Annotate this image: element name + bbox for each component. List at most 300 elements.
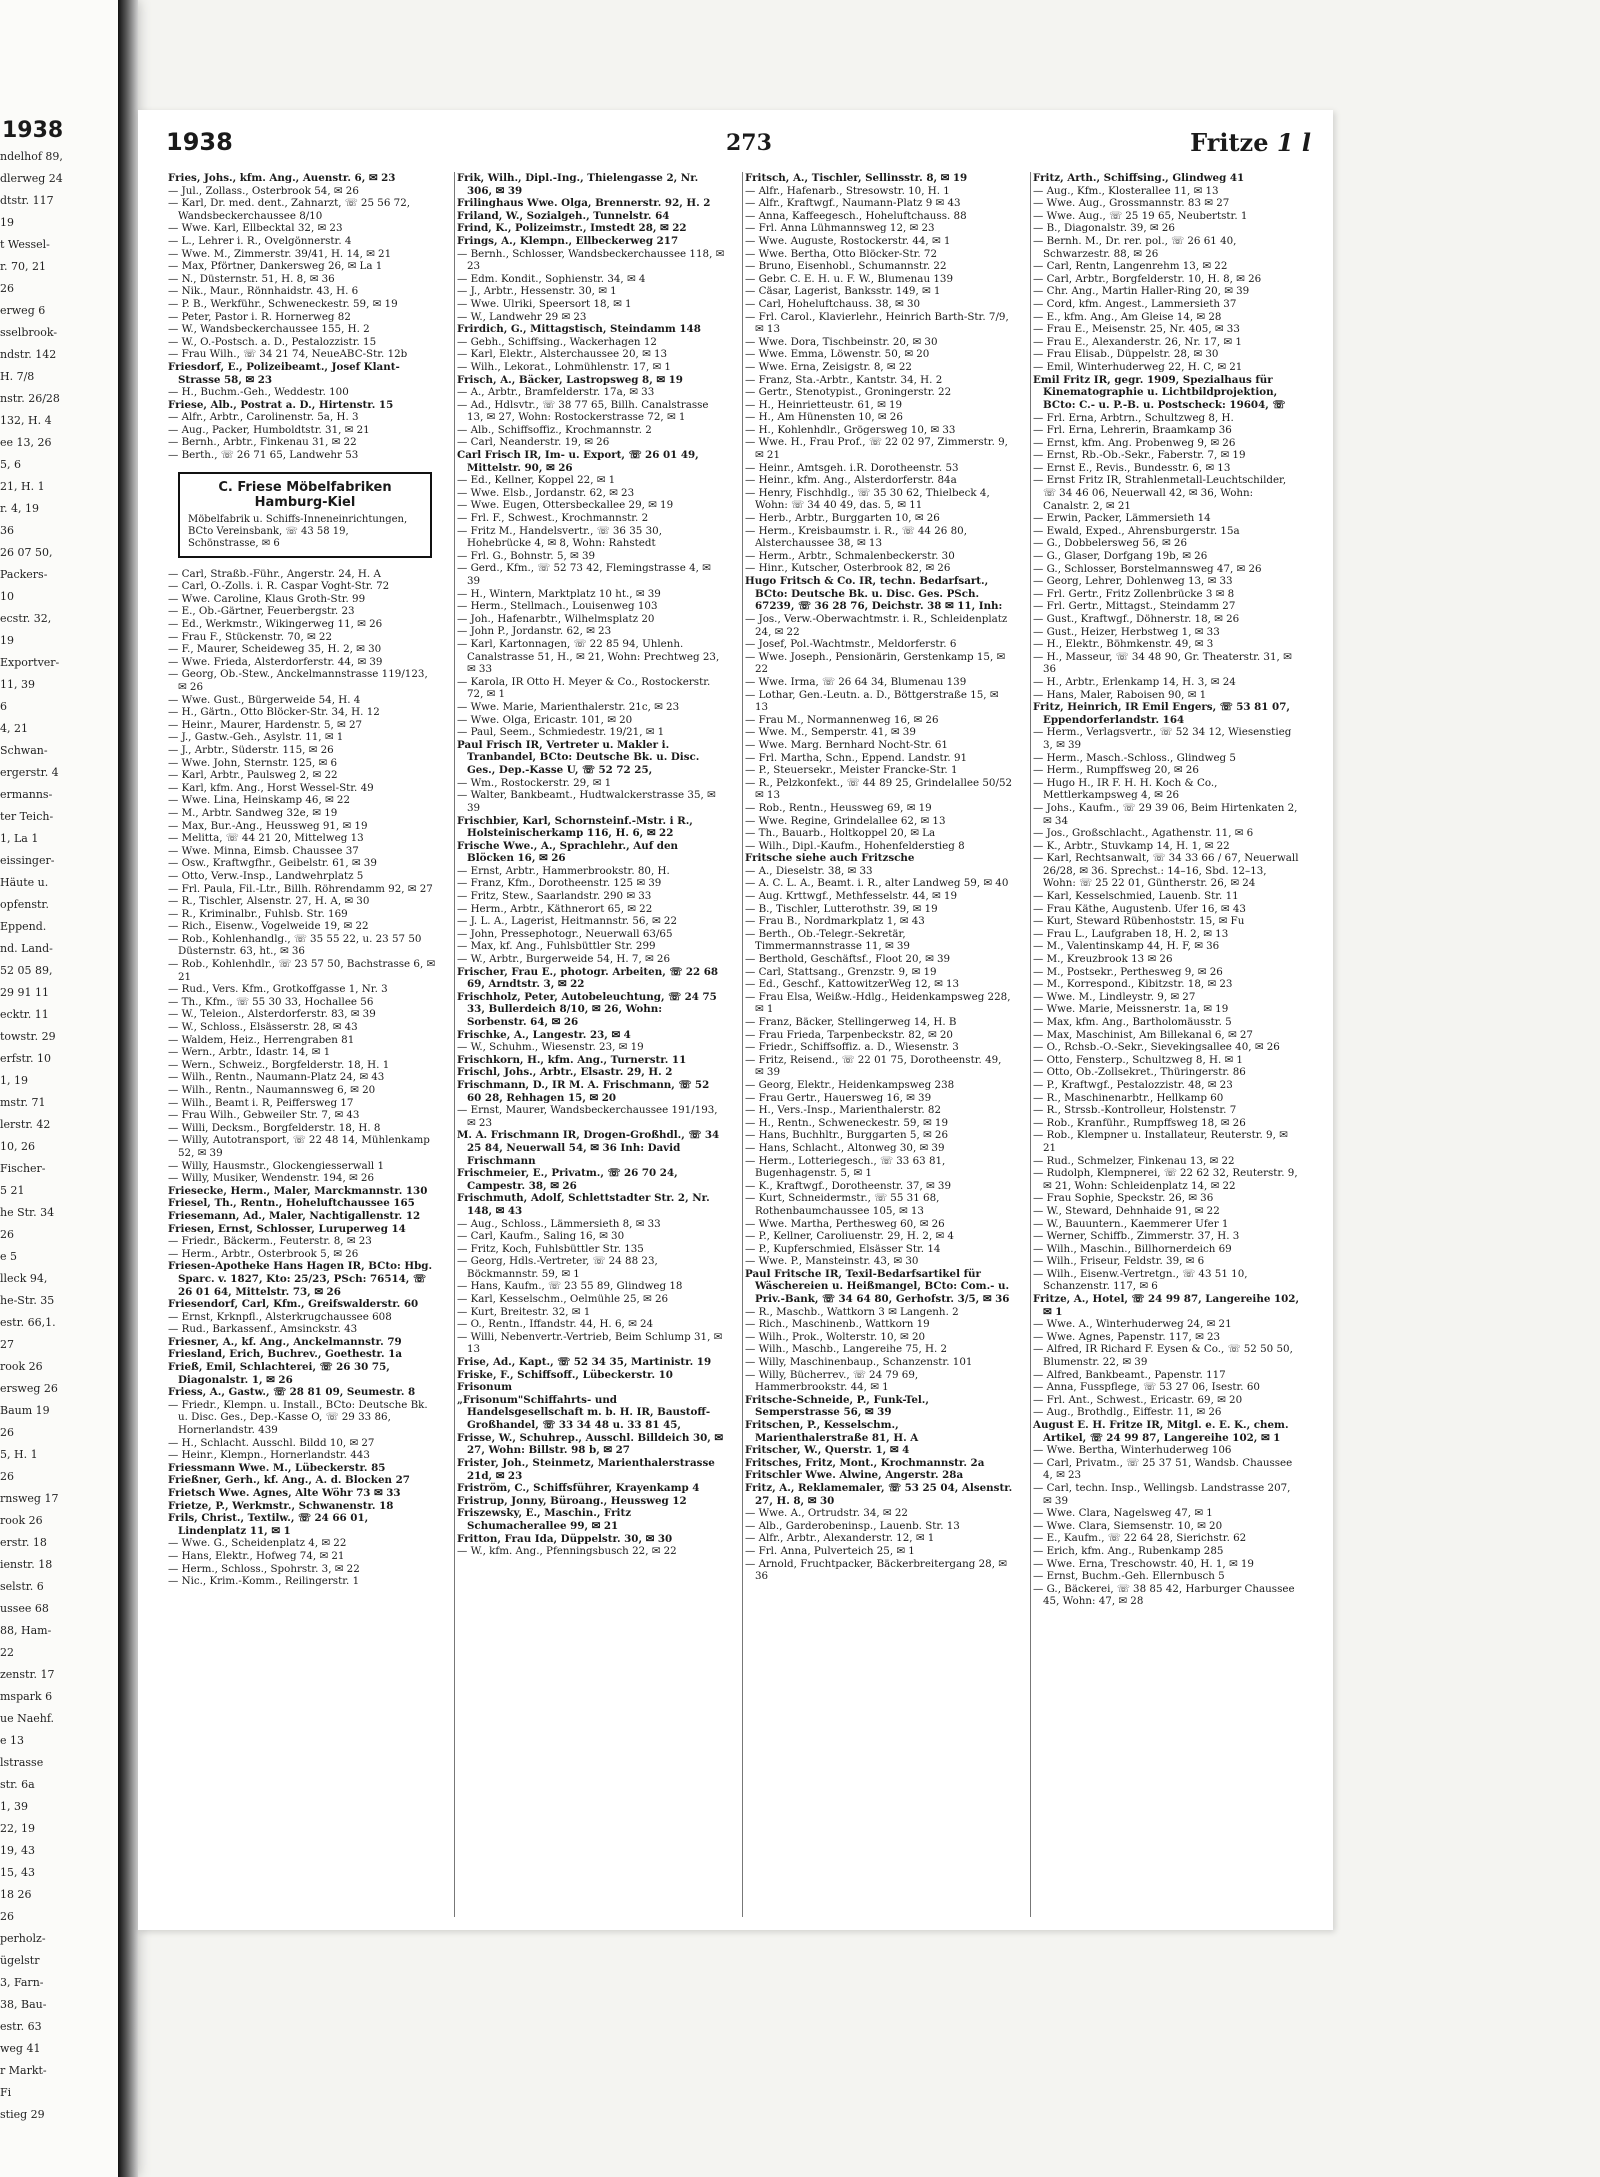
directory-entry: — M., Postsekr., Perthesweg 9, ✉ 26 (1033, 965, 1223, 978)
adjacent-page-line: 27 (0, 1338, 14, 1351)
adjacent-page-line: 19, 43 (0, 1844, 35, 1857)
adjacent-page-line: mstr. 71 (0, 1096, 46, 1109)
adjacent-page-line: 11, 39 (0, 678, 35, 691)
directory-entry: — L., Lehrer i. R., Ovelgönnerstr. 4 (168, 234, 352, 247)
column-1-entries (166, 172, 438, 462)
directory-entry: — Frau Wilh., Gebweiler Str. 7, ✉ 43 (168, 1109, 360, 1122)
directory-entry: — Frl. Gertr., Mittagst., Steindamm 27 (1033, 600, 1236, 613)
directory-entry: — Nik., Maur., Rönnhaidstr. 43, H. 6 (168, 285, 359, 298)
directory-entry: — W., kfm. Ang., Pfenningsbusch 22, ✉ 22 (457, 1545, 677, 1558)
directory-entry: — Gerd., Kfm., ☏ 52 73 42, Flemingstrasse 4, ✉ 39 (457, 562, 711, 587)
directory-entry: — Rich., Maschinenb., Wattkorn 19 (745, 1318, 930, 1331)
adjacent-page-line: 15, 43 (0, 1866, 35, 1879)
directory-entry: Frisch, A., Bäcker, Lastropsweg 8, ✉ 19 (457, 373, 683, 386)
adjacent-page-line: rook 26 (0, 1514, 43, 1527)
adjacent-page-line: erstr. 18 (0, 1536, 47, 1549)
directory-entry: — Wwe. Aug., ☏ 25 19 65, Neubertstr. 1 (1033, 209, 1248, 222)
page-year: 1938 (166, 128, 233, 156)
adjacent-page-line: 38, Bau- (0, 1998, 47, 2011)
adjacent-page-line: ergerstr. 4 (0, 766, 59, 779)
directory-entry: — Edm. Kondit., Sophienstr. 34, ✉ 4 (457, 272, 646, 285)
adjacent-page-line: 3, Farn- (0, 1976, 44, 1989)
directory-entry: — Aug. Krttwgf., Methfesselstr. 44, ✉ 19 (745, 890, 958, 903)
directory-entry: — M., Arbtr. Sandweg 32e, ✉ 19 (168, 806, 338, 819)
directory-entry: — H., Am Hünensten 10, ✉ 26 (745, 411, 903, 424)
directory-entry: — Frl. Anna Lühmannsweg 12, ✉ 23 (745, 222, 935, 235)
directory-entry: — Georg, Hdls.-Vertreter, ☏ 24 88 23, Böckmannstr. 59, ✉ 1 (457, 1255, 658, 1280)
directory-entry: — Wwe. P., Mansteinstr. 43, ✉ 30 (745, 1255, 919, 1268)
directory-entry: — Wwe. Gust., Bürgerweide 54, H. 4 (168, 693, 361, 706)
adjacent-page-line: 26 (0, 1470, 14, 1483)
directory-entry: Carl Frisch IR, Im- u. Export, ☏ 26 01 49, Mittelstr. 90, ✉ 26 (457, 449, 699, 474)
adjacent-page-line: ermanns- (0, 788, 53, 801)
directory-entry: — Wwe. Clara, Siemsenstr. 10, ✉ 20 (1033, 1519, 1223, 1532)
directory-entry: Fritschen, P., Kesselschm., Marienthalerstraße 81, H. A (745, 1419, 919, 1444)
directory-entry: Frise, Ad., Kapt., ☏ 52 34 35, Martinistr. 19 (457, 1356, 712, 1369)
directory-entry: — R., Strssb.-Kontrolleur, Holstenstr. 7 (1033, 1104, 1237, 1117)
directory-entry: — Frau E., Meisenstr. 25, Nr. 405, ✉ 33 (1033, 323, 1240, 336)
directory-entry: — Willy, Bücherrev., ☏ 24 79 69, Hammerbrookstr. 44, ✉ 1 (745, 1368, 919, 1394)
directory-entry: — Ernst, Rb.-Ob.-Sekr., Faberstr. 7, ✉ 19 (1033, 449, 1246, 462)
directory-entry: — Carl, Arbtr., Borgfelderstr. 10, H. 8, ✉ 26 (1033, 272, 1262, 285)
adjacent-page-line: 22, 19 (0, 1822, 35, 1835)
directory-entry: — Georg, Elektr., Heidenkampsweg 238 (745, 1078, 955, 1091)
directory-entry: — Otto, Ob.-Zollsekret., Thüringerstr. 86 (1033, 1066, 1246, 1079)
directory-entry: — Carl, Stattsang., Grenzstr. 9, ✉ 19 (745, 965, 937, 978)
directory-entry: — Friedr., Klempn. u. Install., BCto: Deutsche Bk. u. Disc. Ges., Dep.-Kasse O, ☏ 29 33 86, Hornerlandstr. 439 (168, 1398, 428, 1437)
directory-entry: — Alfr., Kraftwgf., Naumann-Platz 9 ✉ 43 (745, 197, 961, 210)
directory-entry: — Wwe. H., Frau Prof., ☏ 22 02 97, Zimmerstr. 9, ✉ 21 (745, 436, 1008, 462)
adjacent-page-line: erweg 6 (0, 304, 46, 317)
adjacent-page-line: 19 (0, 634, 14, 647)
adjacent-page-line: e 13 (0, 1734, 25, 1747)
directory-entry: — Herm., Verlagsvertr., ☏ 52 34 12, Wiesenstieg 3, ✉ 39 (1033, 726, 1292, 751)
directory-columns (166, 172, 1316, 1917)
directory-entry: — R., Pelzkonfekt., ☏ 44 89 25, Grindelallee 50/52 ✉ 13 (745, 776, 1013, 802)
directory-entry: — Heinr., Klempn., Hornerlandstr. 443 (168, 1449, 370, 1462)
directory-entry: Frisonum (457, 1381, 512, 1394)
directory-entry: — Carl, Privatm., ☏ 25 37 51, Wandsb. Chaussee 4, ✉ 23 (1033, 1456, 1293, 1482)
directory-entry: — Hugo H., IR F. H. H. Koch & Co., Mettlerkampsweg 4, ✉ 26 (1033, 776, 1218, 802)
directory-entry: — Rud., Vers. Kfm., Grotkoffgasse 1, Nr. 3 (168, 983, 388, 996)
adjacent-page-line: lstrasse (0, 1756, 44, 1769)
directory-entry: — A. C. L. A., Beamt. i. R., alter Landweg 59, ✉ 40 (745, 877, 1009, 890)
directory-entry: — P., Steuersekr., Meister Francke-Str. 1 (745, 764, 958, 777)
directory-entry: — Fritz, Koch, Fuhlsbüttler Str. 135 (457, 1242, 644, 1255)
page-header (166, 128, 1311, 168)
directory-entry: — Georg, Lehrer, Dohlenweg 13, ✉ 33 (1033, 575, 1233, 588)
adjacent-page-line: rook 26 (0, 1360, 43, 1373)
directory-entry: Fritz, Arth., Schiffsing., Glindweg 41 (1033, 172, 1245, 184)
directory-entry: — Alfr., Arbtr., Carolinenstr. 5a, H. 3 (168, 411, 359, 424)
directory-entry: — M., Korrespond., Kibitzstr. 18, ✉ 23 (1033, 978, 1233, 991)
directory-entry: — Karl, Rechtsanwalt, ☏ 34 33 66 / 67, Neuerwall 26/28, ✉ 36. Sprechst.: 14–16, Sbd. 12–13, Wohn: ☏ 25 22 01, Güntherstr. 26, ✉ 24 (1033, 852, 1299, 890)
directory-entry: Frischke, A., Langestr. 23, ✉ 4 (457, 1028, 631, 1041)
directory-entry: Fritze, A., Hotel, ☏ 24 99 87, Langereihe 102, ✉ 1 (1033, 1293, 1300, 1318)
directory-entry: — W., Arbtr., Burgerweide 54, H. 7, ✉ 26 (457, 953, 671, 966)
adjacent-page-year: 1938 (2, 118, 64, 143)
adjacent-page-line: 21, H. 1 (0, 480, 45, 493)
adjacent-page-line: 10, 26 (0, 1140, 35, 1153)
directory-entry: — Carl, techn. Insp., Wellingsb. Landstrasse 207, ✉ 39 (1033, 1481, 1291, 1507)
directory-entry: Fries, Johs., kfm. Ang., Auenstr. 6, ✉ 23 (168, 172, 396, 184)
directory-entry: — Rob., Kranführ., Rumpffsweg 18, ✉ 26 (1033, 1116, 1246, 1129)
directory-entry: — Chr. Ang., Martin Haller-Ring 20, ✉ 39 (1033, 285, 1250, 298)
adjacent-page-line: 26 (0, 282, 14, 295)
running-head (1190, 128, 1311, 157)
directory-entry: M. A. Frischmann IR, Drogen-Großhdl., ☏ 34 25 84, Neuerwall 54, ✉ 36 Inh: David Frischmann (457, 1129, 720, 1167)
directory-entry: — Th., Bauarb., Holtkoppel 20, ✉ La (745, 827, 936, 840)
directory-entry: — Nic., Krim.-Komm., Reilingerstr. 1 (168, 1575, 360, 1588)
directory-entry: — Wwe. M., Lindleystr. 9, ✉ 27 (1033, 990, 1196, 1003)
adjacent-page-line: lleck 94, (0, 1272, 48, 1285)
directory-entry: — Herm., Arbtr., Käthnerort 65, ✉ 22 (457, 902, 653, 915)
directory-entry: — Ad., Hdlsvtr., ☏ 38 77 65, Billh. Canalstrasse 13, ✉ 27, Wohn: Rostockerstrasse 72, ✉ 1 (457, 398, 709, 424)
directory-entry: — Wwe. A., Winterhuderweg 24, ✉ 21 (1033, 1318, 1232, 1331)
directory-entry: Frietze, P., Werkmstr., Schwanenstr. 18 (168, 1499, 394, 1512)
directory-entry: — Karl, Dr. med. dent., Zahnarzt, ☏ 25 56 72, Wandsbeckerchaussee 8/10 (168, 197, 411, 222)
directory-entry: — Wilh., Rentn., Naumannsweg 6, ✉ 20 (168, 1084, 376, 1096)
directory-entry: Friesdorf, E., Polizeibeamt., Josef Klant-Strasse 58, ✉ 23 (168, 360, 400, 386)
directory-entry: — Alb., Garderobeninsp., Lauenb. Str. 13 (745, 1519, 960, 1532)
directory-entry: — Wwe. Bertha, Winterhuderweg 106 (1033, 1444, 1232, 1457)
adjacent-page-line: towstr. 29 (0, 1030, 56, 1043)
adjacent-page-line: dlerweg 24 (0, 172, 63, 185)
directory-entry: — Wm., Rostockerstr. 29, ✉ 1 (457, 776, 612, 789)
directory-entry: — Lothar, Gen.-Leutn. a. D., Böttgerstraße 15, ✉ 13 (745, 688, 999, 714)
directory-entry: — Willi, Nebenvertr.-Vertrieb, Beim Schlump 31, ✉ 13 (457, 1330, 723, 1356)
adjacent-page-line: perholz- (0, 1932, 46, 1945)
directory-entry: — B., Tischler, Lutterothstr. 39, ✉ 19 (745, 902, 938, 915)
directory-entry: — Werner, Schiffb., Zimmerstr. 37, H. 3 (1033, 1230, 1240, 1243)
directory-entry: — Frau Käthe, Augustenb. Ufer 16, ✉ 43 (1033, 902, 1246, 915)
directory-entry: Frischer, Frau E., photogr. Arbeiten, ☏ 22 68 69, Arndtstr. 3, ✉ 22 (457, 965, 719, 991)
directory-entry: — Wwe. Lina, Heinskamp 46, ✉ 22 (168, 794, 350, 807)
directory-entry: — John P., Jordanstr. 62, ✉ 23 (457, 625, 612, 638)
directory-entry: Frisse, W., Schuhrep., Ausschl. Billdeich 30, ✉ 27, Wohn: Billstr. 98 b, ✉ 27 (457, 1431, 724, 1457)
column-2 (454, 172, 727, 1917)
directory-entry: — Franz, Bäcker, Stellingerweg 14, H. B (745, 1016, 957, 1028)
directory-entry: — Kurt, Breitestr. 32, ✉ 1 (457, 1305, 591, 1318)
adjacent-page-line: estr. 63 (0, 2020, 42, 2033)
directory-entry: — Ernst Fritz IR, Strahlenmetall-Leuchtschilder, ☏ 34 46 06, Neuerwall 42, ✉ 36, Wohn: Canalstr. 2, ✉ 21 (1033, 474, 1287, 512)
directory-entry: — Aug., Brothdlg., Eiffestr. 11, ✉ 26 (1033, 1406, 1222, 1419)
adjacent-page-line: 36 (0, 524, 14, 537)
directory-entry: Fritz, A., Reklamemaler, ☏ 53 25 04, Alsenstr. 27, H. 8, ✉ 30 (745, 1481, 1013, 1507)
directory-entry: — Wwe. G., Scheidenplatz 4, ✉ 22 (168, 1537, 347, 1550)
directory-entry: — Wwe. Joseph., Pensionärin, Gerstenkamp 15, ✉ 22 (745, 650, 1006, 676)
directory-entry: — Frl. Gertr., Fritz Zollenbrücke 3 ✉ 8 (1033, 587, 1235, 600)
directory-entry: — J. L. A., Lagerist, Heitmannstr. 56, ✉ 22 (457, 915, 678, 928)
directory-entry: Friesecke, Herm., Maler, Marckmannstr. 130 (168, 1184, 428, 1197)
directory-entry: — Walter, Bankbeamt., Hudtwalckerstrasse 35, ✉ 39 (457, 789, 716, 814)
directory-entry: — Wwe. Marie, Meissnerstr. 1a, ✉ 19 (1033, 1003, 1229, 1016)
directory-entry: — W., Bauuntern., Kaemmerer Ufer 1 (1033, 1217, 1229, 1230)
directory-entry: — Osw., Kraftwgfhr., Geibelstr. 61, ✉ 39 (168, 857, 377, 870)
directory-entry: — Henry, Fischhdlg., ☏ 35 30 62, Thielbeck 4, Wohn: ☏ 34 40 49, das. 5, ✉ 11 (745, 486, 990, 512)
directory-entry: — P., Kupferschmied, Elsässer Str. 14 (745, 1242, 941, 1255)
directory-entry: — R., Tischler, Alsenstr. 27, H. A, ✉ 30 (168, 895, 370, 908)
directory-entry: Friese, Alb., Postrat a. D., Hirtenstr. 15 (168, 398, 394, 411)
directory-entry: — Heinr., Amtsgeh. i.R. Dorotheenstr. 53 (745, 461, 959, 474)
adjacent-page-line: ügelstr (0, 1954, 40, 1967)
directory-entry: — Erwin, Packer, Lämmersieth 14 (1033, 512, 1211, 525)
directory-entry: — Ernst E., Revis., Bundesstr. 6, ✉ 13 (1033, 461, 1231, 474)
directory-entry: — Herm., Stellmach., Louisenweg 103 (457, 600, 658, 613)
directory-entry: — Rob., Kohlenhandlg., ☏ 35 55 22, u. 23 57 50 Düsternstr. 63, ht., ✉ 36 (168, 932, 422, 958)
directory-entry: — John, Pressephotogr., Neuerwall 63/65 (457, 927, 673, 940)
adjacent-page-line: erfstr. 10 (0, 1052, 51, 1065)
adjacent-page-line: Fischer- (0, 1162, 46, 1175)
directory-entry: — Karl, Elektr., Alsterchaussee 20, ✉ 13 (457, 348, 668, 361)
directory-entry: — Wwe. M., Zimmerstr. 39/41, H. 14, ✉ 21 (168, 247, 392, 260)
directory-entry: Frieß, Emil, Schlachterei, ☏ 26 30 75, Diagonalstr. 1, ✉ 26 (168, 1361, 390, 1386)
adjacent-page-line: e 5 (0, 1250, 18, 1263)
directory-entry: — Gebr. C. E. H. u. F. W., Blumenau 139 (745, 272, 954, 285)
directory-entry: — Kurt, Schneidermstr., ☏ 55 31 68, Rothenbaumchaussee 105, ✉ 13 (745, 1192, 940, 1217)
directory-entry: — Kurt, Steward Rübenhoststr. 15, ✉ Fu (1033, 915, 1245, 928)
adjacent-page-line: 26 (0, 1426, 14, 1439)
adjacent-page-line: ersweg 26 (0, 1382, 58, 1395)
directory-entry: — Hans, Schlacht., Altonweg 30, ✉ 39 (745, 1141, 945, 1154)
directory-entry: — Frau Elsa, Weißw.-Hdlg., Heidenkampsweg 228, ✉ 1 (745, 990, 1011, 1016)
directory-entry: — Alfred, Bankbeamt., Papenstr. 117 (1033, 1368, 1226, 1381)
directory-entry: Frischmann, D., IR M. A. Frischmann, ☏ 52 60 28, Rehhagen 15, ✉ 20 (457, 1078, 710, 1104)
adjacent-page-line: str. 6a (0, 1778, 35, 1791)
directory-entry: — P., Kraftwgf., Pestalozzistr. 48, ✉ 23 (1033, 1078, 1233, 1091)
adjacent-page-line: 6 (0, 700, 7, 713)
directory-entry: — Wilh., Eisenw.-Vertretgn., ☏ 43 51 10, Schanzenstr. 117, ✉ 6 (1033, 1267, 1248, 1293)
directory-entry: — Wilh., Maschin., Billhornerdeich 69 (1033, 1242, 1232, 1255)
directory-entry: — Max, Bur.-Ang., Heussweg 91, ✉ 19 (168, 819, 368, 832)
directory-entry: — Fritz M., Handelsvertr., ☏ 36 35 30, Hohebrücke 4, ✉ 8, Wohn: Rahstedt (457, 524, 662, 550)
directory-entry: — Frl. Erna, Arbtrn., Schultzweg 8, H. (1033, 411, 1234, 424)
directory-entry: — H., Arbtr., Erlenkamp 14, H. 3, ✉ 24 (1033, 675, 1236, 688)
directory-entry: — Franz, Kfm., Dorotheenstr. 125 ✉ 39 (457, 877, 662, 890)
directory-entry: August E. H. Fritze IR, Mitgl. e. E. K., chem. Artikel, ☏ 24 99 87, Langereihe 102, ✉ 1 (1033, 1419, 1289, 1444)
directory-entry: — A., Arbtr., Bramfelderstr. 17a, ✉ 33 (457, 386, 655, 399)
directory-entry: — Jos., Großschlacht., Agathenstr. 11, ✉ 6 (1033, 827, 1254, 840)
adjacent-page-line: 22 (0, 1646, 14, 1659)
directory-entry: — O., Rchsb.-O.-Sekr., Sievekingsallee 40, ✉ 26 (1033, 1041, 1280, 1054)
adjacent-page-line: 10 (0, 590, 14, 603)
directory-entry: — Willi, Decksm., Borgfelderstr. 18, H. 8 (168, 1121, 381, 1134)
directory-entry: — Wilh., Beamt i. R, Peiffersweg 17 (168, 1096, 354, 1109)
directory-entry: — Aug., Packer, Humboldtstr. 31, ✉ 21 (168, 423, 370, 436)
directory-entry: — Wilh., Prok., Wolterstr. 10, ✉ 20 (745, 1330, 926, 1343)
directory-entry: Frießner, Gerh., kf. Ang., A. d. Blocken 27 (168, 1474, 410, 1487)
adjacent-page-line: Baum 19 (0, 1404, 50, 1417)
directory-entry: — Herm., Arbtr., Osterbrook 5, ✉ 26 (168, 1247, 359, 1260)
directory-entry: — G., Glaser, Dorfgang 19b, ✉ 26 (1033, 550, 1208, 563)
directory-entry: — Gertr., Stenotypist., Groningerstr. 22 (745, 386, 952, 399)
directory-entry: — Carl, Rentn, Langenrehm 13, ✉ 22 (1033, 260, 1228, 273)
adjacent-page-line: 4, 21 (0, 722, 28, 735)
directory-entry: — Friedr., Schiffsoffiz. a. D., Wiesenstr. 3 (745, 1041, 959, 1054)
directory-entry: — Herm., Rumpffsweg 20, ✉ 26 (1033, 764, 1199, 777)
directory-entry: — Herm., Masch.-Schloss., Glindweg 5 (1033, 751, 1236, 764)
directory-entry: Friström, C., Schiffsführer, Krayenkamp 4 (457, 1482, 700, 1495)
adjacent-page-line: he-Str. 35 (0, 1294, 55, 1307)
directory-entry: — Karola, IR Otto H. Meyer & Co., Rostockerstr. 72, ✉ 1 (457, 675, 711, 701)
directory-entry: — Frau Gertr., Hauersweg 16, ✉ 39 (745, 1091, 932, 1104)
directory-entry: — Heinr., Maurer, Hardenstr. 5, ✉ 27 (168, 718, 363, 731)
adjacent-page-line: 18 26 (0, 1888, 32, 1901)
directory-entry: Frils, Christ., Textilw., ☏ 24 66 01, Lindenplatz 11, ✉ 1 (168, 1512, 369, 1537)
directory-entry: Frilinghaus Wwe. Olga, Brennerstr. 92, H. 2 (457, 197, 711, 210)
directory-entry: Frischbier, Karl, Schornsteinf.-Mstr. i R., Holsteinischerkamp 116, H. 6, ✉ 22 (457, 814, 693, 840)
directory-entry: — Wwe. Bertha, Otto Blöcker-Str. 72 (745, 247, 938, 260)
directory-entry: — Frau Frieda, Tarpenbeckstr. 82, ✉ 20 (745, 1028, 953, 1041)
column-1-entries-continued (166, 568, 438, 1588)
directory-entry: — P. B., Werkführ., Schweneckestr. 59, ✉ 19 (168, 297, 398, 310)
directory-entry: Fritz, Heinrich, IR Emil Engers, ☏ 53 81 07, Eppendorferlandstr. 164 (1033, 701, 1290, 726)
adjacent-page-line: dtstr. 117 (0, 194, 54, 207)
directory-entry: Fritton, Frau Ida, Düppelstr. 30, ✉ 30 (457, 1532, 673, 1545)
directory-entry: — Frl. F., Schwest., Krochmannstr. 2 (457, 512, 649, 525)
directory-entry: — Bernh., Schlosser, Wandsbeckerchaussee 118, ✉ 23 (457, 247, 725, 273)
directory-entry: — Wwe. Karl, Ellbecktal 32, ✉ 23 (168, 222, 343, 235)
directory-entry: — Paul, Seem., Schmiedestr. 19/21, ✉ 1 (457, 726, 665, 739)
directory-entry: — Bernh. M., Dr. rer. pol., ☏ 26 61 40, Schwarzestr. 88, ✉ 26 (1033, 234, 1237, 260)
directory-entry: Friske, F., Schiffsoff., Lübeckerstr. 10 (457, 1368, 673, 1381)
directory-entry: Friesemann, Ad., Maler, Nachtigallenstr. 12 (168, 1209, 421, 1222)
directory-entry: — Karl, Kartonnagen, ☏ 22 85 94, Uhlenh. Canalstrasse 51, H., ✉ 21, Wohn: Prechtweg 23, ✉ 33 (457, 637, 720, 676)
directory-entry: — G., Bäckerei, ☏ 38 85 42, Harburger Chaussee 45, Wohn: 47, ✉ 28 (1033, 1582, 1295, 1608)
adjacent-page-line: sselbrook- (0, 326, 58, 339)
directory-entry: — Franz, Sta.-Arbtr., Kantstr. 34, H. 2 (745, 373, 943, 386)
directory-entry: — Wwe. Eugen, Ottersbeckallee 29, ✉ 19 (457, 499, 674, 512)
adjacent-page-line: nd. Land- (0, 942, 53, 955)
directory-entry: — W., Schuhm., Wiesenstr. 23, ✉ 19 (457, 1041, 644, 1054)
directory-entry: — Hinr., Kutscher, Osterbrook 82, ✉ 26 (745, 562, 951, 575)
directory-entry: — H., Masseur, ☏ 34 48 90, Gr. Theaterstr. 31, ✉ 36 (1033, 650, 1292, 676)
directory-entry: Frik, Wilh., Dipl.-Ing., Thielengasse 2, Nr. 306, ✉ 39 (457, 172, 699, 197)
adjacent-page-line: Packers- (0, 568, 48, 581)
directory-entry: — Aug., Kfm., Klosterallee 11, ✉ 13 (1033, 184, 1219, 197)
directory-entry: Frietsch Wwe. Agnes, Alte Wöhr 73 ✉ 33 (168, 1487, 401, 1499)
directory-entry: Fritsche siehe auch Fritzsche (745, 852, 915, 865)
directory-entry: Fritschler Wwe. Alwine, Angerstr. 28a (745, 1469, 964, 1482)
directory-entry: — Frau F., Stückenstr. 70, ✉ 22 (168, 630, 333, 643)
adjacent-page-line: 1, La 1 (0, 832, 39, 845)
running-head-name: Fritze (1190, 128, 1269, 157)
adjacent-page-line: Exportver- (0, 656, 60, 669)
directory-entry: — Hans, Buchhltr., Burggarten 5, ✉ 26 (745, 1129, 949, 1142)
directory-entry: — Herm., Kreisbaumstr. i. R., ☏ 44 26 80, Alsterchaussee 38, ✉ 13 (745, 524, 968, 550)
directory-entry: — F., Maurer, Scheideweg 35, H. 2, ✉ 30 (168, 643, 382, 656)
directory-entry: Friland, W., Sozialgeh., Tunnelstr. 64 (457, 209, 670, 222)
directory-entry: — M., Kreuzbrook 13 ✉ 26 (1033, 953, 1173, 966)
advertisement-box (178, 472, 432, 558)
adjacent-page-line: weg 41 (0, 2042, 41, 2055)
directory-entry: — K., Arbtr., Stuvkamp 14, H. 1, ✉ 22 (1033, 839, 1230, 852)
adjacent-page-edge (0, 0, 132, 2177)
directory-entry: — J., Arbtr., Hessenstr. 30, ✉ 1 (457, 285, 617, 298)
directory-entry: — Johs., Kaufm., ☏ 29 39 06, Beim Hirtenkaten 2, ✉ 34 (1033, 801, 1298, 827)
adjacent-page-line: 5, H. 1 (0, 1448, 38, 1461)
adjacent-page-line: eissinger- (0, 854, 55, 867)
directory-entry: — Ewald, Exped., Ahrensburgerstr. 15a (1033, 524, 1240, 537)
directory-entry: — Wwe. Ulriki, Speersort 18, ✉ 1 (457, 297, 632, 310)
ad-body: Möbelfabrik u. Schiffs-Inneneinrichtungen, BCto Vereinsbank, ☏ 43 58 19, Schönstrasse, ✉ 6 (188, 513, 408, 549)
directory-entry: — Wwe. Caroline, Klaus Groth-Str. 99 (168, 592, 366, 605)
directory-entry: — Wwe. Emma, Löwenstr. 50, ✉ 20 (745, 348, 930, 361)
directory-entry: — Frl. Anna, Pulverteich 25, ✉ 1 (745, 1544, 915, 1557)
directory-entry: — Emil, Winterhuderweg 22, H. C, ✉ 21 (1033, 360, 1243, 373)
background (1340, 0, 1600, 2177)
directory-entry: — R., Kriminalbr., Fuhlsb. Str. 169 (168, 907, 348, 920)
column-3-entries (743, 172, 1015, 1583)
directory-entry: Fritsche-Schneide, P., Funk-Tel., Semperstrasse 56, ✉ 39 (745, 1393, 929, 1419)
directory-entry: — Anna, Kaffeegesch., Hoheluftchauss. 88 (745, 209, 967, 222)
directory-entry: — Ed., Geschf., KattowitzerWeg 12, ✉ 13 (745, 978, 960, 991)
directory-entry: — Willy, Autotransport, ☏ 22 48 14, Mühlenkamp 52, ✉ 39 (168, 1134, 430, 1159)
directory-entry: — Rob., Kohlenhdlr., ☏ 23 57 50, Bachstrasse 6, ✉ 21 (168, 958, 436, 983)
directory-entry: — Wilh., Maschb., Langereihe 75, H. 2 (745, 1343, 948, 1356)
directory-entry: — H., Elektr., Böhmkenstr. 49, ✉ 3 (1033, 638, 1214, 651)
directory-entry: — H., Heinrietteustr. 61, ✉ 19 (745, 398, 903, 411)
directory-entry: — Heinr., kfm. Ang., Alsterdorferstr. 84a (745, 474, 957, 487)
adjacent-page-line: 88, Ham- (0, 1624, 52, 1637)
adjacent-page-line: ecstr. 32, (0, 612, 52, 625)
directory-entry: — J., Arbtr., Süderstr. 115, ✉ 26 (168, 743, 334, 756)
running-head-mark: 1 l (1276, 128, 1311, 157)
directory-entry: Frischmeier, E., Privatm., ☏ 26 70 24, Campestr. 38, ✉ 26 (457, 1167, 678, 1192)
directory-entry: — Wwe. Olga, Ericastr. 101, ✉ 20 (457, 713, 633, 726)
directory-entry: — Frau E., Alexanderstr. 26, Nr. 17, ✉ 1 (1033, 335, 1242, 348)
directory-entry: — Jos., Verw.-Oberwachtmstr. i. R., Schleidenplatz 24, ✉ 22 (745, 613, 1008, 638)
directory-entry: — Wwe. Minna, Eimsb. Chaussee 37 (168, 844, 359, 857)
directory-entry: — Berth., Ob.-Telegr.-Sekretär, Timmermannstrasse 11, ✉ 39 (745, 927, 910, 953)
directory-entry: — Alfr., Hafenarb., Stresowstr. 10, H. 1 (745, 184, 950, 197)
adjacent-page-line: 52 05 89, (0, 964, 53, 977)
directory-entry: — Wilh., Dipl.-Kaufm., Hohenfelderstieg 8 (745, 839, 965, 852)
column-2-entries (455, 172, 727, 1558)
directory-entry: — Rich., Eisenw., Vogelweide 19, ✉ 22 (168, 920, 369, 933)
directory-entry: — Hans, Kaufm., ☏ 23 55 89, Glindweg 18 (457, 1280, 683, 1293)
directory-entry: — E., Ob.-Gärtner, Feuerbergstr. 23 (168, 605, 355, 618)
column-3 (742, 172, 1015, 1917)
directory-entry: — Herm., Schloss., Spohrstr. 3, ✉ 22 (168, 1562, 360, 1575)
directory-entry: Friesland, Erich, Buchrev., Goethestr. 1a (168, 1348, 403, 1361)
directory-entry: — Wwe. Aug., Grossmannstr. 83 ✉ 27 (1033, 197, 1230, 210)
directory-entry: — H., Vers.-Insp., Marienthalerstr. 82 (745, 1104, 942, 1117)
directory-entry: — Carl, Straßb.-Führ., Angerstr. 24, H. A (168, 567, 381, 580)
directory-entry: — H., Rentn., Schweneckestr. 59, ✉ 19 (745, 1116, 949, 1129)
directory-entry: — Otto, Verw.-Insp., Landwehrplatz 5 (168, 869, 364, 882)
adjacent-page-line: t Wessel- (0, 238, 50, 251)
directory-entry: — Wwe. John, Sternstr. 125, ✉ 6 (168, 756, 337, 769)
directory-entry: — H., Buchm.-Geh., Weddestr. 100 (168, 386, 349, 399)
directory-entry: „Frisonum"Schiffahrts- und Handelsgesellschaft m. b. H. IR, Baustoff-Großhandel, ☏ 33 34 48 u. 33 81 45, (457, 1393, 711, 1431)
directory-entry: — Erich, kfm. Ang., Rubenkamp 285 (1033, 1544, 1224, 1557)
directory-entry: — Melitta, ☏ 44 21 20, Mittelweg 13 (168, 832, 364, 845)
directory-entry: — Cord, kfm. Angest., Lammersieth 37 (1033, 297, 1237, 310)
directory-entry: — E., Kaufm., ☏ 22 64 28, Sierichstr. 62 (1033, 1532, 1247, 1545)
directory-entry: — A., Dieselstr. 38, ✉ 33 (745, 864, 873, 877)
directory-entry: — W., Landwehr 29 ✉ 23 (457, 310, 587, 323)
directory-entry: — Otto, Fensterp., Schultzweg 8, H. ✉ 1 (1033, 1053, 1243, 1066)
adjacent-page-line: H. 7/8 (0, 370, 35, 383)
column-4-entries (1031, 172, 1303, 1608)
adjacent-page-line: he Str. 34 (0, 1206, 55, 1219)
directory-entry: — H., Wintern, Marktplatz 10 ht., ✉ 39 (457, 587, 661, 600)
directory-entry: — Herm., Arbtr., Schmalenbeckerstr. 30 (745, 549, 955, 562)
adjacent-page-line: r. 70, 21 (0, 260, 47, 273)
directory-entry: — Wwe. Martha, Perthesweg 60, ✉ 26 (745, 1217, 945, 1230)
adjacent-page-line: 26 07 50, (0, 546, 53, 559)
